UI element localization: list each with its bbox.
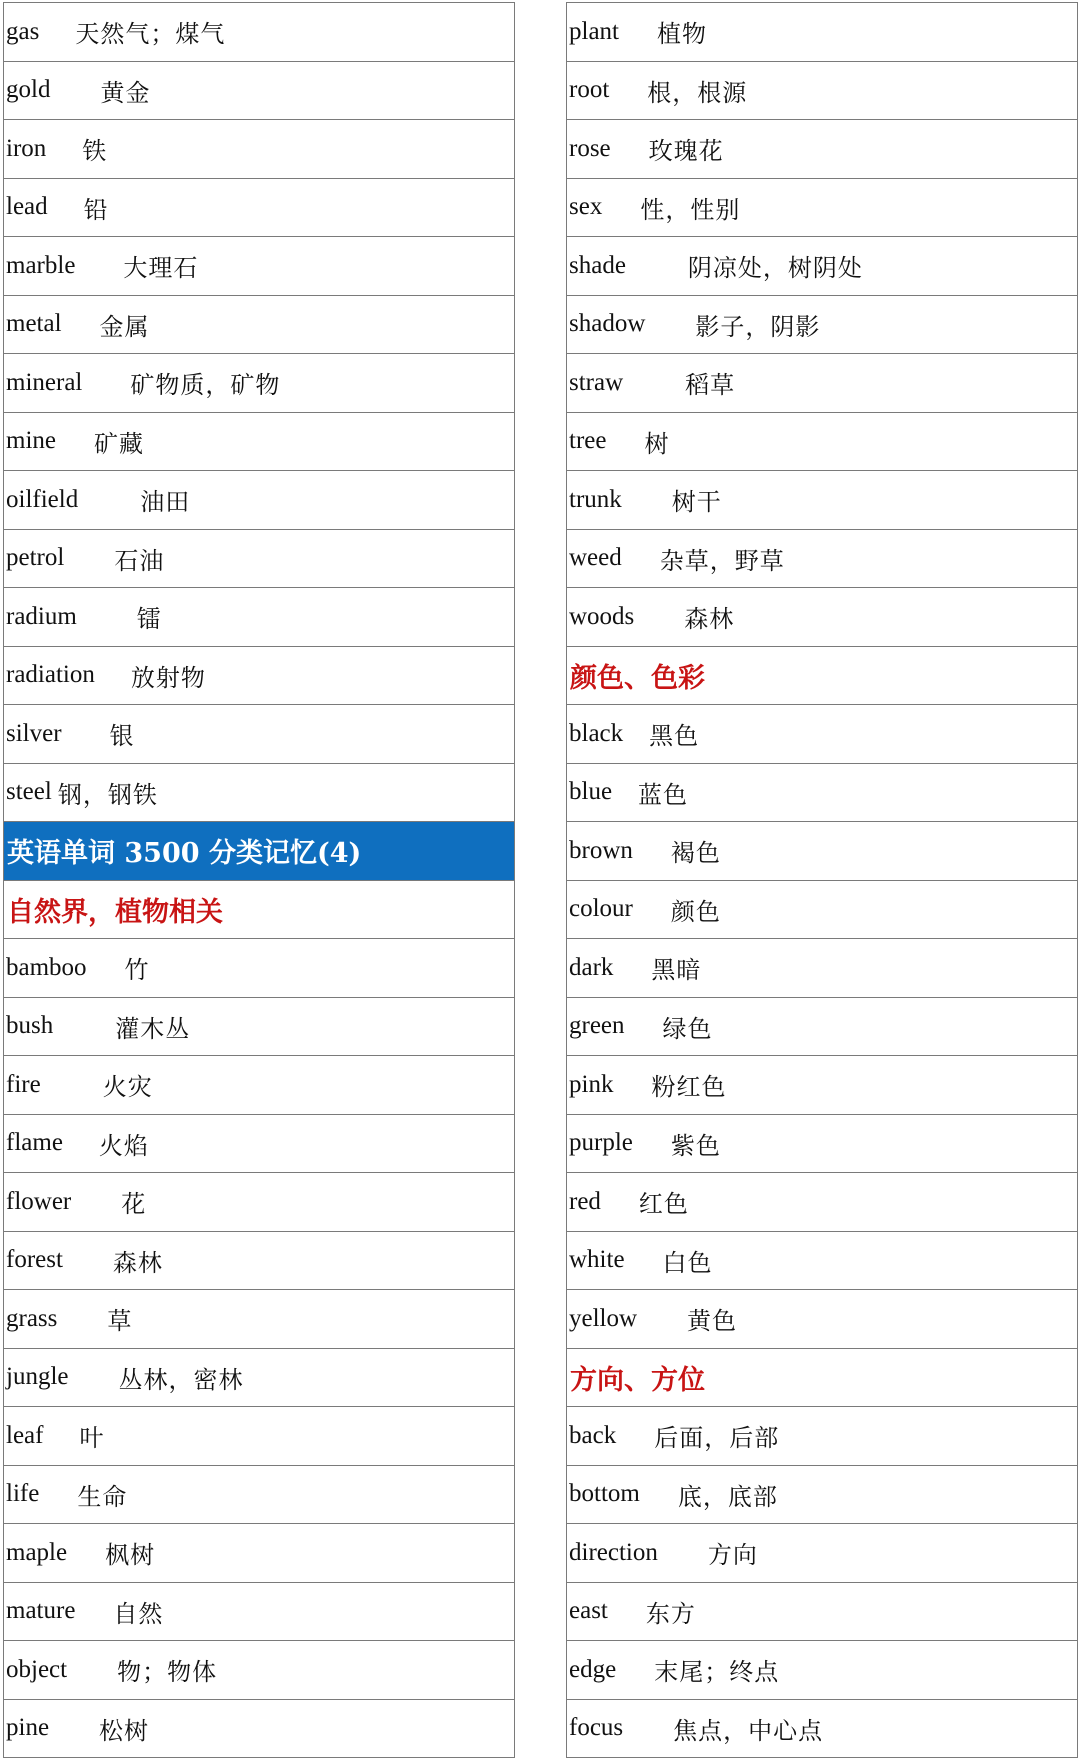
document-title: 英语单词 3500 分类记忆(4) [7, 838, 362, 870]
english-word: gas [6, 17, 40, 45]
english-word: life [6, 1480, 40, 1508]
word-row [4, 1583, 514, 1642]
chinese-meaning: 草 [107, 1307, 133, 1336]
english-word: dark [569, 953, 614, 981]
english-word: oilfield [6, 485, 79, 513]
word-row [567, 1232, 1077, 1291]
english-word: direction [569, 1538, 658, 1566]
chinese-meaning: 根，根源 [647, 78, 748, 107]
word-row [4, 1524, 514, 1583]
english-word: bush [6, 1012, 54, 1040]
chinese-meaning: 松树 [99, 1716, 150, 1745]
chinese-meaning: 白色 [662, 1248, 713, 1277]
word-row [567, 3, 1077, 62]
chinese-meaning: 影子，阴影 [695, 312, 821, 341]
english-word: object [6, 1655, 68, 1683]
chinese-meaning: 枫树 [105, 1541, 156, 1570]
word-row [4, 3, 514, 62]
chinese-meaning: 黑色 [649, 722, 700, 751]
chinese-meaning: 大理石 [123, 254, 199, 283]
english-word: steel [6, 778, 52, 806]
chinese-meaning: 花 [121, 1190, 147, 1219]
chinese-meaning: 焦点，中心点 [673, 1716, 824, 1745]
word-row [567, 998, 1077, 1057]
word-row [567, 354, 1077, 413]
chinese-meaning: 自然 [113, 1599, 164, 1628]
english-word: green [569, 1012, 625, 1040]
chinese-meaning: 黄金 [100, 78, 151, 107]
word-row [567, 296, 1077, 355]
word-row [4, 647, 514, 706]
word-row [4, 705, 514, 764]
chinese-meaning: 树 [644, 429, 670, 458]
right-vocabulary-column [566, 2, 1078, 1758]
english-word: shadow [569, 310, 646, 338]
chinese-meaning: 东方 [645, 1599, 696, 1628]
category-heading: 自然界，植物相关 [7, 896, 223, 928]
english-word: iron [6, 134, 47, 162]
word-row [4, 939, 514, 998]
word-row [4, 62, 514, 121]
word-row [567, 62, 1077, 121]
chinese-meaning: 丛林，密林 [118, 1365, 244, 1394]
english-word: straw [569, 368, 624, 396]
word-row [567, 1641, 1077, 1700]
english-word: root [569, 76, 610, 104]
english-word: rose [569, 134, 611, 162]
english-word: bamboo [6, 953, 87, 981]
word-row [4, 998, 514, 1057]
english-word: trunk [569, 485, 622, 513]
english-word: edge [569, 1655, 617, 1683]
english-word: sex [569, 193, 603, 221]
word-row [567, 179, 1077, 238]
word-row [4, 530, 514, 589]
english-word: focus [569, 1714, 624, 1742]
english-word: silver [6, 719, 62, 747]
chinese-meaning: 植物 [657, 20, 707, 49]
word-row [567, 881, 1077, 940]
english-word: mature [6, 1597, 76, 1625]
english-word: pine [6, 1714, 50, 1742]
chinese-meaning: 铅 [83, 195, 109, 224]
word-row [567, 588, 1077, 647]
category-heading: 颜色、色彩 [570, 662, 705, 694]
english-word: forest [6, 1246, 63, 1274]
english-word: mine [6, 427, 56, 455]
word-row [4, 296, 514, 355]
english-word: woods [569, 602, 635, 630]
chinese-meaning: 石油 [114, 546, 165, 575]
english-word: yellow [569, 1304, 638, 1332]
english-word: east [569, 1597, 608, 1625]
word-row [567, 939, 1077, 998]
word-row [567, 822, 1077, 881]
english-word: lead [6, 193, 48, 221]
english-word: grass [6, 1304, 58, 1332]
word-row [567, 413, 1077, 472]
document-title-row [4, 822, 514, 881]
word-row [567, 530, 1077, 589]
category-heading-row [567, 1349, 1077, 1408]
word-row [567, 1115, 1077, 1174]
chinese-meaning: 绿色 [662, 1014, 713, 1043]
word-row [4, 1466, 514, 1525]
word-row [4, 1056, 514, 1115]
word-row [567, 705, 1077, 764]
word-row [4, 120, 514, 179]
word-row [4, 354, 514, 413]
word-row [4, 1349, 514, 1408]
chinese-meaning: 矿物质，矿物 [130, 371, 281, 400]
chinese-meaning: 粉红色 [651, 1073, 727, 1102]
chinese-meaning: 火焰 [98, 1131, 149, 1160]
english-word: plant [569, 17, 619, 45]
word-row [4, 1232, 514, 1291]
english-word: shade [569, 251, 626, 279]
chinese-meaning: 褐色 [670, 839, 721, 868]
chinese-meaning: 矿藏 [94, 429, 144, 458]
english-word: purple [569, 1129, 633, 1157]
chinese-meaning: 银 [109, 722, 135, 751]
english-word: maple [6, 1538, 68, 1566]
chinese-meaning: 竹 [124, 956, 150, 985]
chinese-meaning: 金属 [99, 312, 150, 341]
word-row [567, 1524, 1077, 1583]
english-word: back [569, 1421, 617, 1449]
word-row [4, 413, 514, 472]
chinese-meaning: 灌木丛 [115, 1014, 191, 1043]
chinese-meaning: 树干 [671, 488, 722, 517]
english-word: tree [569, 427, 607, 455]
chinese-meaning: 红色 [638, 1190, 689, 1219]
word-row [567, 1466, 1077, 1525]
english-word: white [569, 1246, 625, 1274]
chinese-meaning: 后面，后部 [654, 1424, 780, 1453]
chinese-meaning: 铁 [82, 137, 108, 166]
word-row [4, 1700, 514, 1759]
chinese-meaning: 阴凉处，树阴处 [687, 254, 863, 283]
english-word: flower [6, 1187, 72, 1215]
word-row [567, 1173, 1077, 1232]
word-row [4, 1173, 514, 1232]
english-word: leaf [6, 1421, 44, 1449]
english-word: pink [569, 1070, 614, 1098]
word-row [4, 1290, 514, 1349]
english-word: jungle [6, 1363, 69, 1391]
chinese-meaning: 森林 [684, 605, 735, 634]
word-row [4, 471, 514, 530]
category-heading: 方向、方位 [570, 1364, 705, 1396]
chinese-meaning: 性，性别 [640, 195, 741, 224]
english-word: radiation [6, 661, 95, 689]
english-word: mineral [6, 368, 83, 396]
chinese-meaning: 物；物体 [117, 1658, 218, 1687]
chinese-meaning: 稻草 [685, 371, 736, 400]
chinese-meaning: 黑暗 [651, 956, 702, 985]
word-row [567, 237, 1077, 296]
english-word: brown [569, 836, 633, 864]
word-row [567, 1700, 1077, 1759]
chinese-meaning: 放射物 [130, 663, 206, 692]
chinese-meaning: 叶 [79, 1424, 105, 1453]
word-row [4, 237, 514, 296]
english-word: gold [6, 76, 51, 104]
chinese-meaning: 森林 [112, 1248, 163, 1277]
word-row [4, 764, 514, 823]
chinese-meaning: 颜色 [670, 897, 721, 926]
chinese-meaning: 杂草，野草 [659, 546, 785, 575]
english-word: fire [6, 1070, 41, 1098]
left-vocabulary-column [3, 2, 515, 1758]
english-word: colour [569, 895, 633, 923]
word-row [567, 120, 1077, 179]
chinese-meaning: 天然气；煤气 [75, 20, 226, 49]
word-row [567, 1407, 1077, 1466]
chinese-meaning: 底，底部 [677, 1482, 778, 1511]
word-row [4, 588, 514, 647]
word-row [4, 179, 514, 238]
chinese-meaning: 紫色 [670, 1131, 721, 1160]
word-row [4, 1407, 514, 1466]
category-heading-row [4, 881, 514, 940]
english-word: radium [6, 602, 77, 630]
english-word: weed [569, 544, 622, 572]
chinese-meaning: 末尾；终点 [654, 1658, 780, 1687]
chinese-meaning: 蓝色 [638, 780, 689, 809]
english-word: metal [6, 310, 62, 338]
chinese-meaning: 镭 [136, 605, 162, 634]
english-word: bottom [569, 1480, 640, 1508]
english-word: black [569, 719, 624, 747]
chinese-meaning: 钢，钢铁 [57, 780, 158, 809]
word-row [567, 764, 1077, 823]
english-word: flame [6, 1129, 63, 1157]
word-row [4, 1641, 514, 1700]
english-word: marble [6, 251, 76, 279]
english-word: petrol [6, 544, 65, 572]
category-heading-row [567, 647, 1077, 706]
word-row [567, 1583, 1077, 1642]
chinese-meaning: 油田 [140, 488, 191, 517]
chinese-meaning: 火灾 [102, 1073, 153, 1102]
word-row [567, 471, 1077, 530]
chinese-meaning: 生命 [77, 1482, 128, 1511]
word-row [567, 1056, 1077, 1115]
word-row [4, 1115, 514, 1174]
english-word: red [569, 1187, 601, 1215]
chinese-meaning: 方向 [707, 1541, 758, 1570]
word-row [567, 1290, 1077, 1349]
chinese-meaning: 黄色 [687, 1307, 738, 1336]
chinese-meaning: 玫瑰花 [648, 137, 724, 166]
english-word: blue [569, 778, 613, 806]
